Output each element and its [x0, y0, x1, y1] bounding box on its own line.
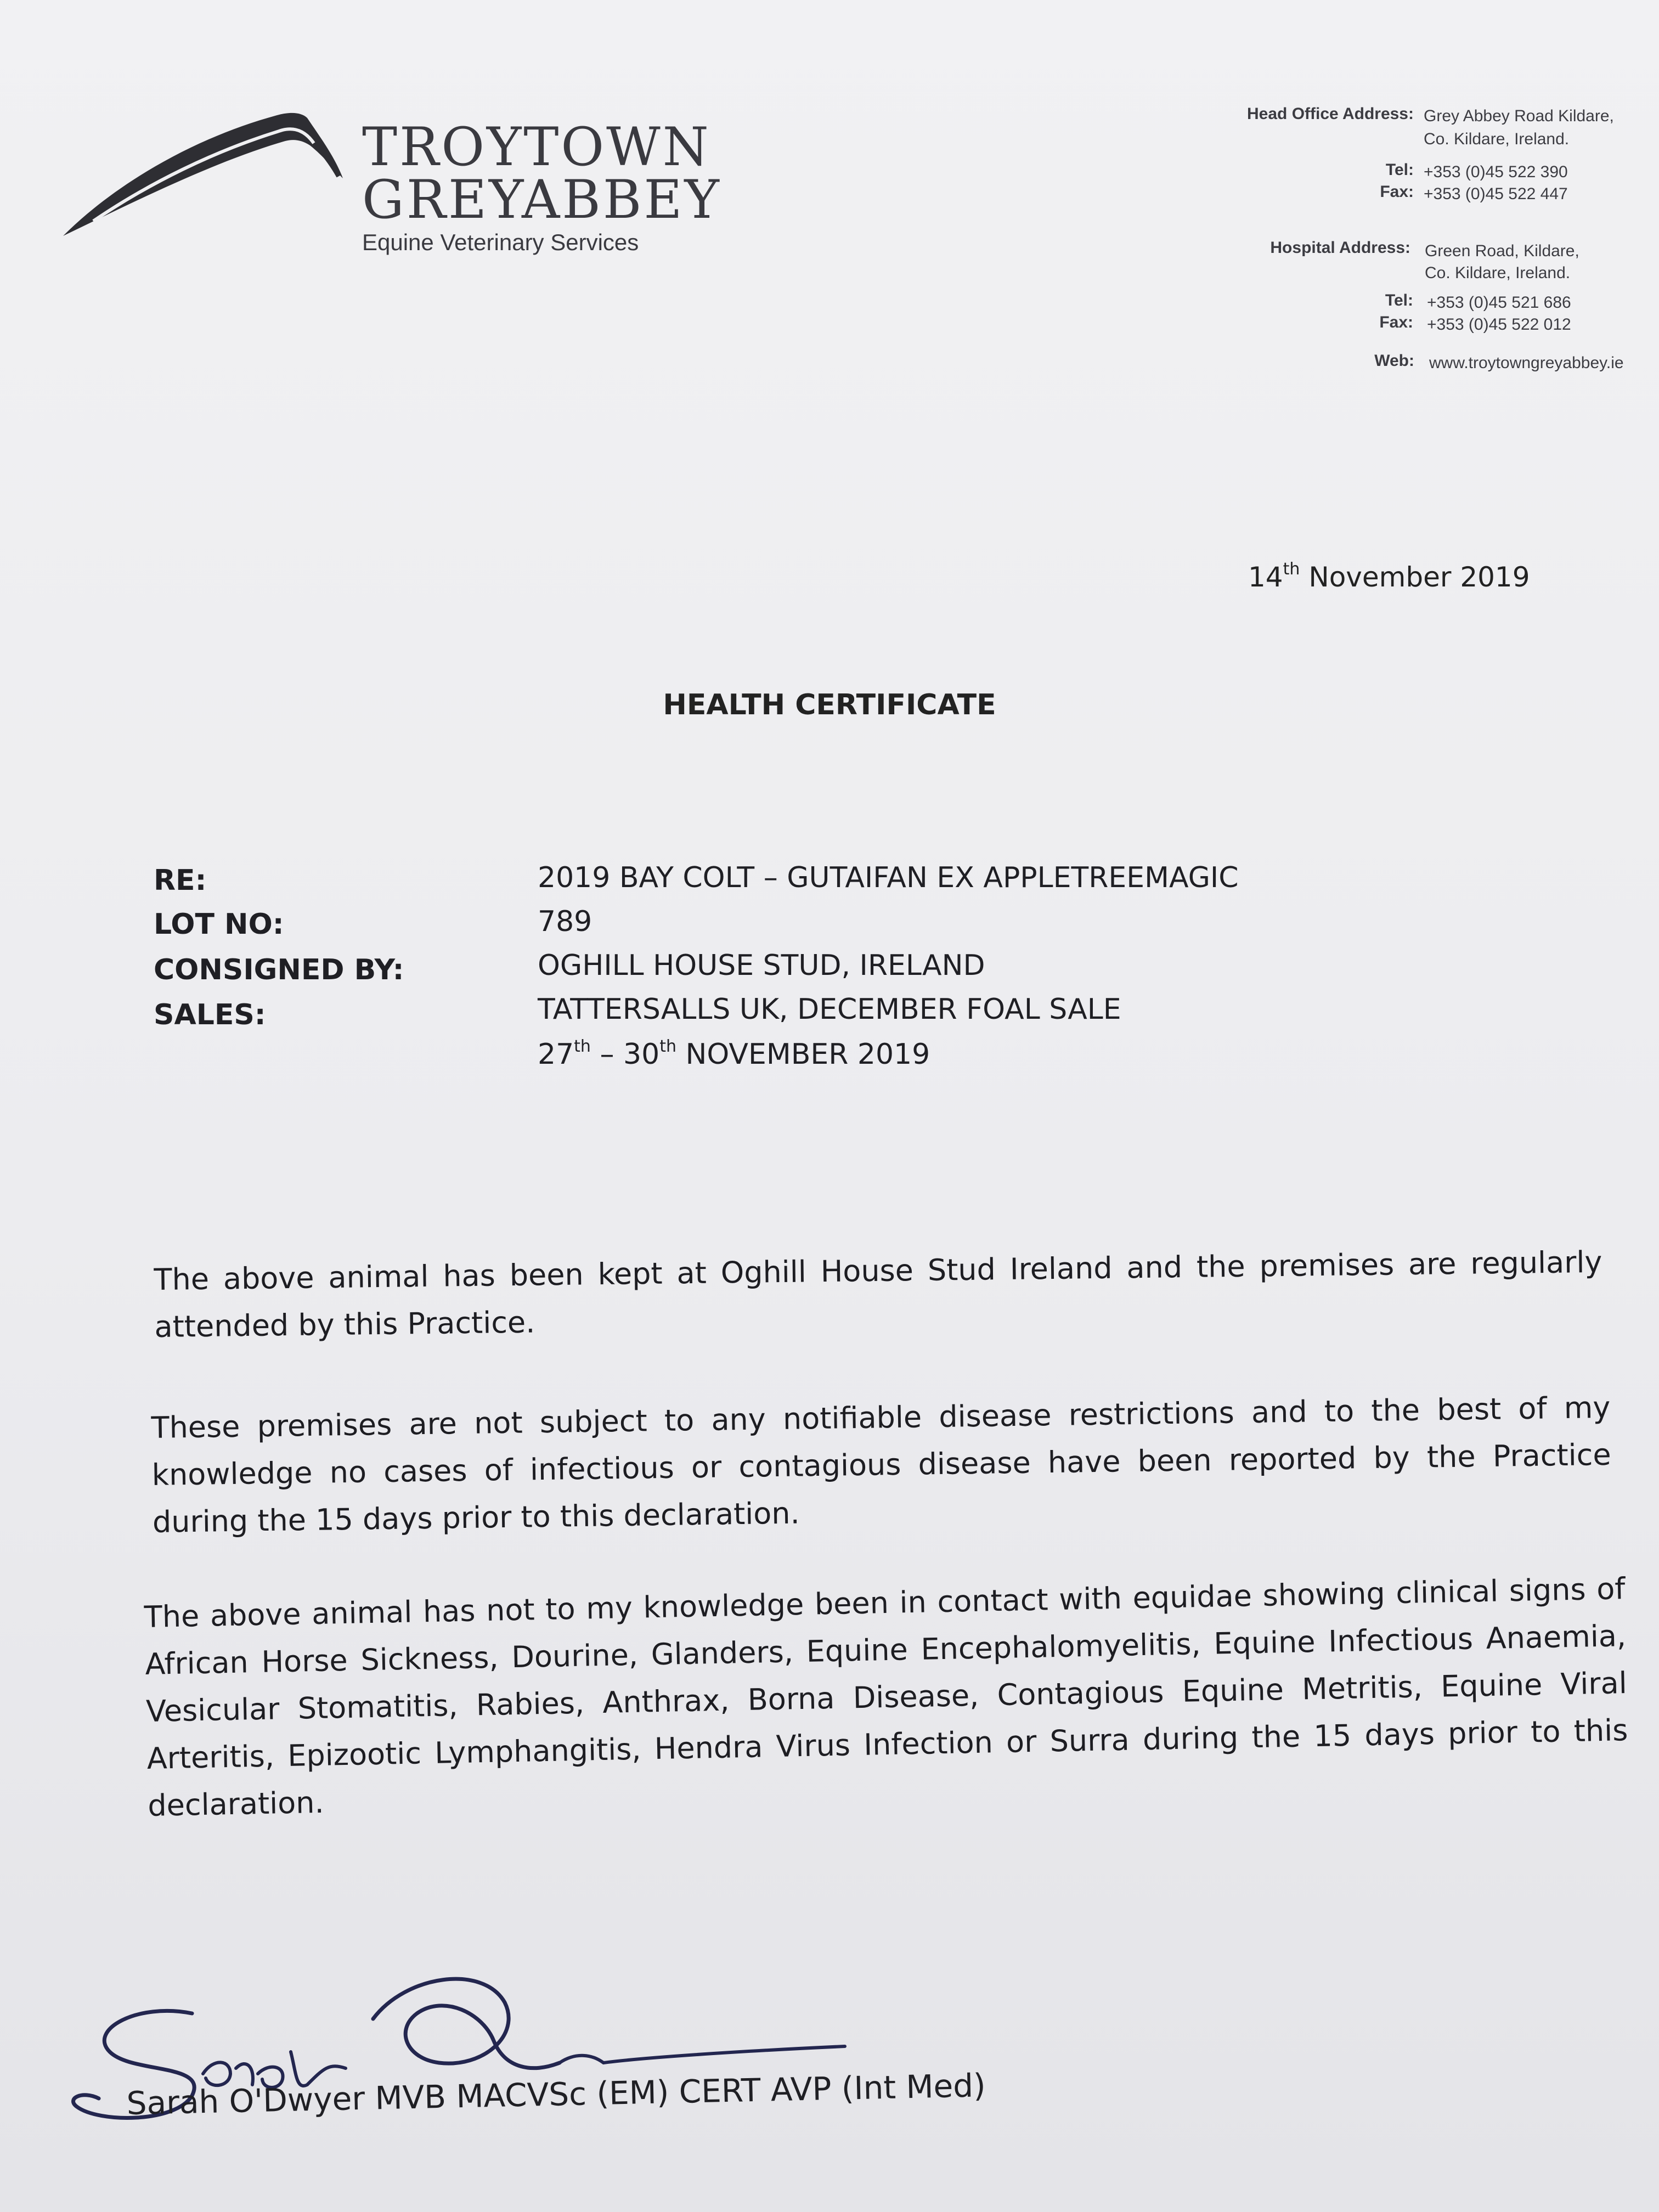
re-value: 2019 BAY COLT – GUTAIFAN EX APPLETREEMAGIC — [538, 861, 1239, 894]
hospital-tel: +353 (0)45 521 686 — [1427, 294, 1571, 312]
logo-line-2: GREYABBEY — [362, 169, 721, 230]
paragraph-diseases: The above animal has not to my knowledge been in contact with equidae showing clinical signs of African Horse Sickness, Dourine, Glanders, Equine Encephalomyelitis, Equine Infectious Anaemia, Vesicular Stomatitis, Rabies, Anthrax, Borna Disease, Contagious Equine Metritis, Equine Viral Arteritis, Epizootic Lymphangitis, Hendra Virus Infection or Surra during the 15 days prior to this declaration. — [144, 1571, 1628, 1823]
consigned-by-value: OGHILL HOUSE STUD, IRELAND — [538, 949, 985, 982]
date-month-year: November 2019 — [1308, 561, 1530, 593]
signatory-name: Sarah O'Dwyer MVB MACVSc (EM) CERT AVP (Int Med) — [126, 2067, 986, 2122]
sales-dates — [538, 1037, 930, 1071]
hospital-fax-label: Fax: — [1379, 313, 1413, 331]
sales-end-day: 30 — [623, 1038, 660, 1071]
sales-date-dash: – — [590, 1038, 624, 1071]
head-office-fax: +353 (0)45 522 447 — [1424, 185, 1568, 203]
paragraph-premises: The above animal has been kept at Oghill House Stud Ireland and the premises are regularly attended by this Practice. — [154, 1244, 1602, 1344]
sales-label: SALES: — [154, 998, 266, 1031]
head-office-tel-label: Tel: — [1385, 161, 1414, 179]
logo-line-1: TROYTOWN — [362, 116, 711, 178]
head-office-line-1: Grey Abbey Road Kildare, — [1424, 107, 1614, 125]
sales-value: TATTERSALLS UK, DECEMBER FOAL SALE — [538, 993, 1121, 1026]
letter-date — [1248, 560, 1530, 593]
sales-month-year: NOVEMBER 2019 — [676, 1038, 930, 1071]
logo-subtitle: Equine Veterinary Services — [362, 229, 639, 255]
sales-end-suffix: th — [659, 1037, 676, 1056]
paragraph-restrictions: These premises are not subject to any notifiable disease restrictions and to the best of my knowledge no cases of infectious or contagious disease have been reported by the Practice during the 15 days prior to this declaration. — [151, 1390, 1611, 1539]
re-label: RE: — [154, 864, 207, 897]
head-office-line-2: Co. Kildare, Ireland. — [1424, 130, 1570, 148]
date-day: 14 — [1248, 561, 1283, 593]
hospital-line-1: Green Road, Kildare, — [1425, 242, 1579, 260]
consigned-by-label: CONSIGNED BY: — [154, 953, 404, 986]
lot-number-label: LOT NO: — [154, 908, 284, 941]
head-office-label: Head Office Address: — [1247, 105, 1414, 123]
hospital-fax: +353 (0)45 522 012 — [1427, 315, 1571, 334]
hospital-line-2: Co. Kildare, Ireland. — [1425, 264, 1571, 282]
sales-start-day: 27 — [538, 1038, 574, 1071]
hospital-address-label: Hospital Address: — [1270, 239, 1410, 257]
sales-start-suffix: th — [574, 1037, 591, 1056]
head-office-tel: +353 (0)45 522 390 — [1424, 163, 1568, 181]
lot-number-value: 789 — [538, 905, 592, 938]
web-address: www.troytowngreyabbey.ie — [1429, 354, 1624, 372]
contact-block — [0, 0, 1659, 395]
hospital-tel-label: Tel: — [1385, 291, 1413, 309]
date-day-suffix: th — [1283, 560, 1300, 579]
web-label: Web: — [1374, 352, 1414, 370]
head-office-fax-label: Fax: — [1380, 183, 1414, 201]
document-title: HEALTH CERTIFICATE — [663, 689, 996, 721]
